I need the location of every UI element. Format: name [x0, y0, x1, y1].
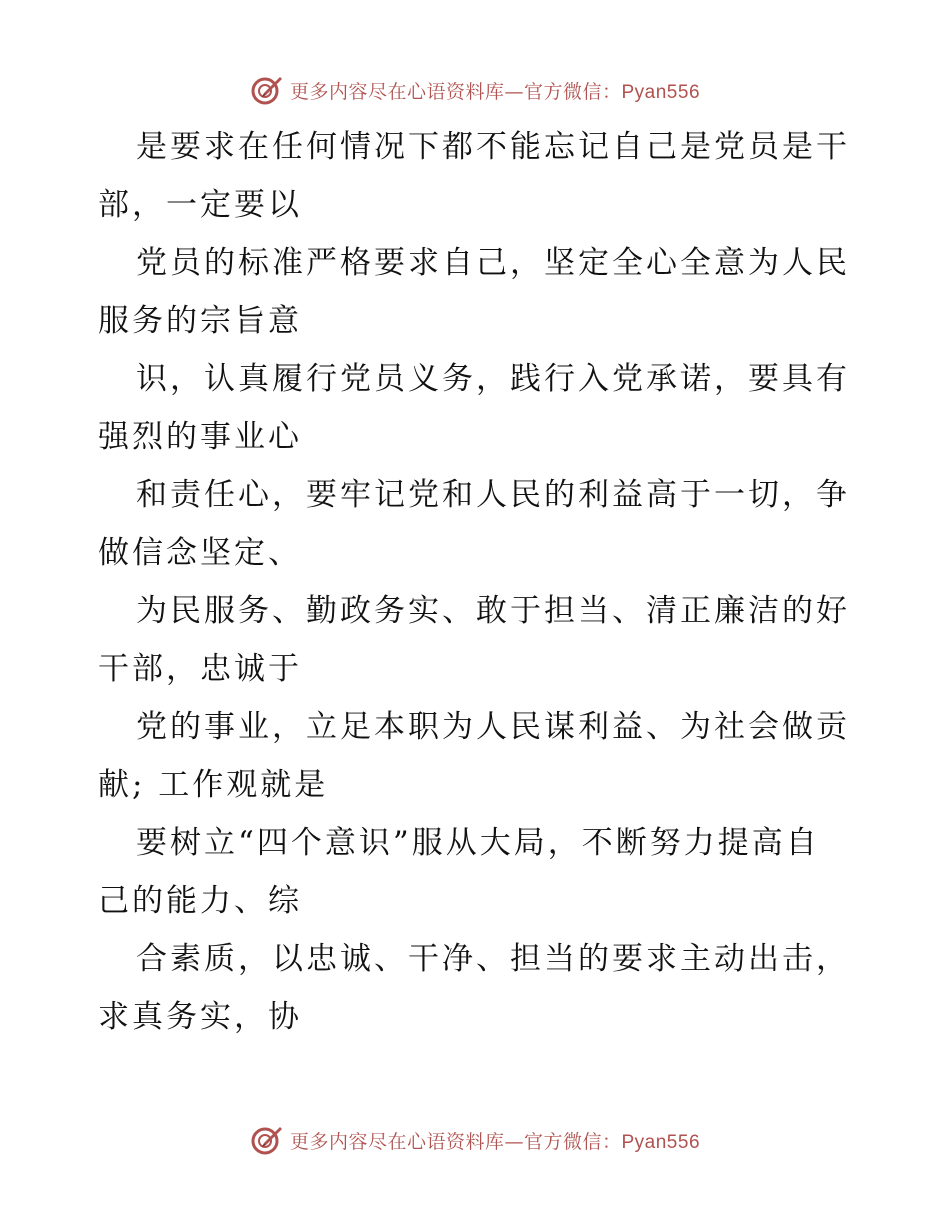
- body-text-line: 为民服务、勤政务实、敢于担当、清正廉洁的好: [136, 593, 850, 629]
- body-text-line: 己的能力、综: [98, 883, 302, 919]
- body-text-line: 要树立“四个意识”服从大局，不断努力提高自: [136, 825, 820, 861]
- body-text-line: 服务的宗旨意: [98, 303, 302, 339]
- footer-watermark-text: 更多内容尽在心语资料库—官方微信：Pyan556: [289, 1130, 701, 1153]
- body-text-line: 党员的标准严格要求自己，坚定全心全意为人民: [136, 245, 850, 281]
- body-text-line: 干部，忠诚于: [98, 651, 302, 687]
- body-text-line: 强烈的事业心: [98, 419, 302, 455]
- body-text-line: 识，认真履行党员义务，践行入党承诺，要具有: [136, 361, 850, 397]
- footer-wechat-id: Pyan556: [621, 1131, 701, 1153]
- pen-swirl-logo-icon: [250, 73, 284, 107]
- body-text-line: 求真务实，协: [98, 999, 302, 1035]
- header-watermark: [0, 70, 950, 110]
- body-text-line: 部，一定要以: [98, 187, 302, 223]
- pen-swirl-logo-icon: [250, 1123, 284, 1157]
- body-text-line: 是要求在任何情况下都不能忘记自己是党员是干: [136, 129, 850, 165]
- body-text-line: 党的事业，立足本职为人民谋利益、为社会做贡: [136, 709, 850, 745]
- header-watermark-text: 更多内容尽在心语资料库—官方微信：Pyan556: [289, 80, 701, 103]
- footer-watermark: [0, 1120, 950, 1160]
- body-text-line: 献; 工作观就是: [98, 767, 329, 803]
- body-text-line: 和责任心，要牢记党和人民的利益高于一切，争: [136, 477, 850, 513]
- body-text-line: 合素质，以忠诚、干净、担当的要求主动出击，: [136, 941, 850, 977]
- body-text-line: 做信念坚定、: [98, 535, 302, 571]
- document-body: [98, 118, 858, 1046]
- header-wechat-id: Pyan556: [621, 81, 701, 103]
